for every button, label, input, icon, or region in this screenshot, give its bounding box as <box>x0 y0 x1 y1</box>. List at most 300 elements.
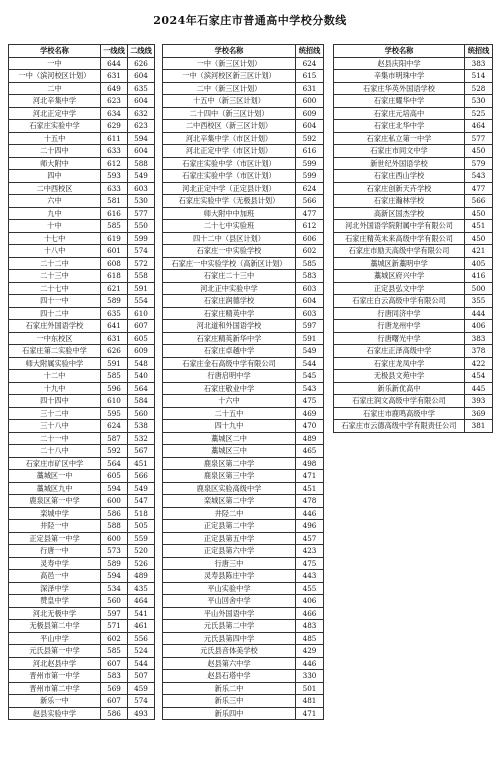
cut-score-cell: 549 <box>296 345 324 358</box>
table-row <box>163 57 324 70</box>
table-row <box>163 220 324 233</box>
table-row <box>334 95 493 108</box>
school-name-cell: 藁城区三中 <box>163 445 296 458</box>
school-name-cell: 赞皇中学 <box>9 595 101 608</box>
cut-score-cell: 496 <box>296 520 324 533</box>
cut-score-cell: 383 <box>465 57 493 70</box>
cut-score-cell: 566 <box>296 195 324 208</box>
line2-score-cell: 464 <box>128 595 155 608</box>
cut-score-cell: 577 <box>465 132 493 145</box>
table-row <box>163 157 324 170</box>
table-row <box>9 407 155 420</box>
cut-score-cell: 624 <box>296 182 324 195</box>
school-name-cell: 新乐二中 <box>163 682 296 695</box>
cut-score-cell: 381 <box>465 420 493 433</box>
school-name-cell: 正定县弘文中学 <box>334 282 465 295</box>
school-name-cell: 藁城区二中 <box>163 432 296 445</box>
table-row <box>163 132 324 145</box>
line2-score-cell: 558 <box>128 270 155 283</box>
school-name-cell: 藁城区府兴中学 <box>334 270 465 283</box>
school-name-cell: 石家庄润德学校 <box>163 295 296 308</box>
table-row <box>9 582 155 595</box>
school-name-cell: 河北辛集中学 <box>9 95 101 108</box>
table-row <box>163 545 324 558</box>
school-name-cell: 二中西校区 <box>9 182 101 195</box>
table-row <box>9 282 155 295</box>
line2-score-cell: 566 <box>128 470 155 483</box>
line2-score-cell: 540 <box>128 370 155 383</box>
table-row <box>334 332 493 345</box>
school-name-cell: 平山中学 <box>9 632 101 645</box>
cut-score-cell: 422 <box>465 357 493 370</box>
table-row <box>163 682 324 695</box>
school-name-cell: 平山外国语中学 <box>163 607 296 620</box>
table-row <box>163 645 324 658</box>
line1-score-cell: 571 <box>101 620 128 633</box>
school-name-cell: 元氏县第一中学 <box>9 645 101 658</box>
table-row <box>163 607 324 620</box>
table-row <box>163 557 324 570</box>
cut-score-cell: 566 <box>465 195 493 208</box>
school-name-cell: 二十三中 <box>9 270 101 283</box>
school-name-cell: 高新区国杰学校 <box>334 207 465 220</box>
line1-score-cell: 586 <box>101 507 128 520</box>
school-name-cell: 十五中（新三区计划） <box>163 95 296 108</box>
cut-score-cell: 451 <box>465 220 493 233</box>
table-row <box>163 107 324 120</box>
line1-score-cell: 605 <box>101 470 128 483</box>
cut-score-cell: 543 <box>465 170 493 183</box>
line2-score-cell: 626 <box>128 57 155 70</box>
table-row <box>9 182 155 195</box>
table-row <box>163 532 324 545</box>
table-row <box>163 670 324 683</box>
table-row <box>9 645 155 658</box>
school-name-cell: 赵县庆阳中学 <box>334 57 465 70</box>
school-name-cell: 正定县第五中学 <box>163 532 296 545</box>
line1-score-cell: 612 <box>101 157 128 170</box>
school-name-cell: 石家庄正泽高级中学 <box>334 345 465 358</box>
line1-score-cell: 583 <box>101 670 128 683</box>
line2-score-cell: 518 <box>128 507 155 520</box>
cut-score-cell: 485 <box>296 632 324 645</box>
line1-score-cell: 587 <box>101 432 128 445</box>
line1-score-cell: 593 <box>101 170 128 183</box>
cut-score-cell: 501 <box>296 682 324 695</box>
cut-score-cell: 481 <box>296 695 324 708</box>
line1-score-cell: 634 <box>101 107 128 120</box>
line2-score-cell: 594 <box>128 132 155 145</box>
table-row <box>334 145 493 158</box>
cut-score-cell: 498 <box>296 457 324 470</box>
school-name-cell: 河北无极中学 <box>9 607 101 620</box>
cut-score-cell: 378 <box>465 345 493 358</box>
table-row <box>9 495 155 508</box>
line2-score-cell: 489 <box>128 570 155 583</box>
school-name-cell: 无极县第二中学 <box>9 620 101 633</box>
school-name-cell: 井陉二中 <box>163 507 296 520</box>
cut-score-cell: 525 <box>465 107 493 120</box>
table-row <box>334 57 493 70</box>
school-name-cell: 栾城区第二中学 <box>163 495 296 508</box>
table-row <box>163 707 324 720</box>
cut-score-cell: 416 <box>465 270 493 283</box>
table-row <box>334 245 493 258</box>
line2-score-cell: 610 <box>128 307 155 320</box>
cut-score-cell: 471 <box>296 707 324 720</box>
line1-score-cell: 601 <box>101 245 128 258</box>
table-row <box>9 57 155 70</box>
cut-score-cell: 406 <box>296 595 324 608</box>
school-name-cell: 十六中 <box>163 395 296 408</box>
table-row <box>9 420 155 433</box>
table-row <box>9 70 155 83</box>
table-row <box>163 207 324 220</box>
cut-score-cell: 599 <box>296 157 324 170</box>
line1-score-cell: 610 <box>101 395 128 408</box>
table-row <box>9 157 155 170</box>
line1-score-cell: 586 <box>101 707 128 720</box>
cut-score-cell: 478 <box>296 495 324 508</box>
school-name-cell: 井陉一中 <box>9 520 101 533</box>
table-row <box>334 107 493 120</box>
table-row <box>163 395 324 408</box>
line1-score-cell: 585 <box>101 645 128 658</box>
table-row <box>163 482 324 495</box>
line1-score-cell: 589 <box>101 295 128 308</box>
line1-score-cell: 623 <box>101 95 128 108</box>
header-school-name: 学校名称 <box>9 45 101 58</box>
cut-score-cell: 483 <box>296 620 324 633</box>
table-row <box>334 157 493 170</box>
school-name-cell: 二十四中 <box>9 145 101 158</box>
school-name-cell: 石家庄西山学校 <box>334 170 465 183</box>
school-name-cell: 无极县文苑中学 <box>334 370 465 383</box>
table-row <box>9 695 155 708</box>
school-name-cell: 行唐三中 <box>163 557 296 570</box>
line2-score-cell: 505 <box>128 520 155 533</box>
line1-score-cell: 591 <box>101 357 128 370</box>
school-name-cell: 石家庄二十三中 <box>163 270 296 283</box>
line2-score-cell: 599 <box>128 232 155 245</box>
school-name-cell: 十二中 <box>9 370 101 383</box>
table-row <box>334 345 493 358</box>
cut-score-cell: 406 <box>465 320 493 333</box>
school-name-cell: 石家庄敬业中学 <box>163 382 296 395</box>
cut-score-cell: 600 <box>296 95 324 108</box>
school-name-cell: 平山实验中学 <box>163 582 296 595</box>
school-name-cell: 灵寿中学 <box>9 557 101 570</box>
table-row <box>334 282 493 295</box>
table-row <box>9 357 155 370</box>
line1-score-cell: 626 <box>101 345 128 358</box>
line2-score-cell: 549 <box>128 170 155 183</box>
table-row <box>163 582 324 595</box>
table-header-row <box>334 45 493 58</box>
line1-score-cell: 644 <box>101 57 128 70</box>
table-row <box>334 257 493 270</box>
table-row <box>334 357 493 370</box>
cut-score-cell: 599 <box>296 170 324 183</box>
school-name-cell: 正定县第二中学 <box>163 520 296 533</box>
line2-score-cell: 548 <box>128 357 155 370</box>
table-row <box>163 595 324 608</box>
header-school-name: 学校名称 <box>334 45 465 58</box>
line2-score-cell: 451 <box>128 457 155 470</box>
school-name-cell: 石家庄北华中学 <box>334 120 465 133</box>
table-row <box>163 470 324 483</box>
school-name-cell: 辛集市明珠中学 <box>334 70 465 83</box>
table-header-row <box>9 45 155 58</box>
cut-score-cell: 583 <box>296 270 324 283</box>
cut-score-cell: 585 <box>296 257 324 270</box>
cut-score-cell: 454 <box>465 370 493 383</box>
line1-score-cell: 602 <box>101 632 128 645</box>
table-row <box>334 370 493 383</box>
school-name-cell: 六中 <box>9 195 101 208</box>
line1-score-cell: 616 <box>101 207 128 220</box>
cut-score-cell: 383 <box>465 332 493 345</box>
table-row <box>163 195 324 208</box>
school-name-cell: 石家庄实验中学（无极县计划） <box>163 195 296 208</box>
school-name-cell: 三十八中 <box>9 420 101 433</box>
header-line1: 一线线 <box>101 45 128 58</box>
school-name-cell: 二十五中 <box>163 407 296 420</box>
line2-score-cell: 591 <box>128 282 155 295</box>
cut-score-cell: 609 <box>296 107 324 120</box>
school-name-cell: 石家庄龙凤中学 <box>334 357 465 370</box>
line1-score-cell: 631 <box>101 332 128 345</box>
table-row <box>163 282 324 295</box>
school-name-cell: 十中 <box>9 220 101 233</box>
table-row <box>334 320 493 333</box>
line2-score-cell: 538 <box>128 420 155 433</box>
school-name-cell: 石家庄润文高级中学有限公司 <box>334 395 465 408</box>
cut-score-cell: 475 <box>296 557 324 570</box>
cut-score-cell: 369 <box>465 407 493 420</box>
cut-score-cell: 603 <box>296 307 324 320</box>
school-name-cell: 正定县第一中学 <box>9 532 101 545</box>
table-row <box>163 432 324 445</box>
cut-score-cell: 579 <box>465 157 493 170</box>
line2-score-cell: 604 <box>128 70 155 83</box>
table-row <box>163 357 324 370</box>
table-row <box>334 295 493 308</box>
school-name-cell: 四十九中 <box>163 420 296 433</box>
cut-score-cell: 475 <box>296 395 324 408</box>
school-name-cell: 二十七中 <box>9 282 101 295</box>
table-row <box>163 632 324 645</box>
school-name-cell: 一中东校区 <box>9 332 101 345</box>
table-row <box>334 170 493 183</box>
line1-score-cell: 611 <box>101 132 128 145</box>
line2-score-cell: 635 <box>128 82 155 95</box>
cut-score-cell: 500 <box>465 282 493 295</box>
school-name-cell: 正定县第六中学 <box>163 545 296 558</box>
cut-score-cell: 514 <box>465 70 493 83</box>
table-row <box>9 370 155 383</box>
line1-score-cell: 618 <box>101 270 128 283</box>
school-name-cell: 藁城区九中 <box>9 482 101 495</box>
table-row <box>9 332 155 345</box>
school-name-cell: 二十八中 <box>9 445 101 458</box>
table-row <box>334 182 493 195</box>
table-row <box>9 520 155 533</box>
table-row <box>163 82 324 95</box>
table-row <box>163 620 324 633</box>
cut-score-cell: 423 <box>296 545 324 558</box>
table-row <box>9 682 155 695</box>
school-name-cell: 十九中 <box>9 382 101 395</box>
cut-score-cell: 421 <box>465 245 493 258</box>
table-row <box>9 670 155 683</box>
school-name-cell: 石家庄市鹿鸣高级中学 <box>334 407 465 420</box>
school-name-cell: 河北辛集中学（市区计划） <box>163 132 296 145</box>
table-row <box>163 445 324 458</box>
school-name-cell: 四中 <box>9 170 101 183</box>
school-name-cell: 石家庄耀华中学 <box>334 95 465 108</box>
school-name-cell: 元氏县第二中学 <box>163 620 296 633</box>
table-row <box>334 70 493 83</box>
school-name-cell: 鹿泉区第二中学 <box>163 457 296 470</box>
table-row <box>163 370 324 383</box>
school-name-cell: 石家庄第二实验中学 <box>9 345 101 358</box>
cut-score-cell: 528 <box>465 82 493 95</box>
table-row <box>9 507 155 520</box>
cut-score-cell: 477 <box>465 182 493 195</box>
line1-score-cell: 534 <box>101 582 128 595</box>
table-row <box>9 382 155 395</box>
table-row <box>9 120 155 133</box>
school-name-cell: 二中（新三区计划） <box>163 82 296 95</box>
school-name-cell: 赵县石塔中学 <box>163 670 296 683</box>
table-row <box>9 707 155 720</box>
cut-score-cell: 602 <box>296 245 324 258</box>
cut-score-cell: 545 <box>296 370 324 383</box>
line2-score-cell: 574 <box>128 245 155 258</box>
line1-score-cell: 581 <box>101 195 128 208</box>
score-table-left <box>8 44 155 720</box>
line2-score-cell: 560 <box>128 407 155 420</box>
school-name-cell: 晋州市第二中学 <box>9 682 101 695</box>
table-row <box>163 70 324 83</box>
table-row <box>163 695 324 708</box>
line1-score-cell: 594 <box>101 570 128 583</box>
table-row <box>9 95 155 108</box>
line2-score-cell: 544 <box>128 657 155 670</box>
line1-score-cell: 589 <box>101 557 128 570</box>
line2-score-cell: 459 <box>128 682 155 695</box>
school-name-cell: 石家庄市励天高级中学有限公司 <box>334 245 465 258</box>
cut-score-cell: 469 <box>296 407 324 420</box>
cut-score-cell: 446 <box>296 507 324 520</box>
table-row <box>334 270 493 283</box>
school-name-cell: 鹿泉区第三中学 <box>163 470 296 483</box>
line2-score-cell: 564 <box>128 382 155 395</box>
table-row <box>163 257 324 270</box>
line2-score-cell: 559 <box>128 532 155 545</box>
school-name-cell: 石家庄外国语学校 <box>9 320 101 333</box>
line2-score-cell: 435 <box>128 582 155 595</box>
line2-score-cell: 588 <box>128 157 155 170</box>
line1-score-cell: 641 <box>101 320 128 333</box>
school-name-cell: 鹿泉区第一中学 <box>9 495 101 508</box>
school-name-cell: 石家庄精英中学 <box>163 307 296 320</box>
school-name-cell: 十八中 <box>9 245 101 258</box>
cut-score-cell: 597 <box>296 320 324 333</box>
table-row <box>334 407 493 420</box>
line1-score-cell: 585 <box>101 370 128 383</box>
header-cut-line: 统招线 <box>465 45 493 58</box>
table-row <box>163 182 324 195</box>
cut-score-cell: 530 <box>465 95 493 108</box>
school-name-cell: 石家庄卓越中学 <box>163 345 296 358</box>
table-row <box>163 507 324 520</box>
school-name-cell: 石家庄市同文中学 <box>334 145 465 158</box>
school-name-cell: 河北赵县中学 <box>9 657 101 670</box>
line2-score-cell: 526 <box>128 557 155 570</box>
school-name-cell: 新乐新优高中 <box>334 382 465 395</box>
table-row <box>163 307 324 320</box>
school-name-cell: 灵寿县陈庄中学 <box>163 570 296 583</box>
line2-score-cell: 609 <box>128 345 155 358</box>
school-name-cell: 石家庄精英未来高级中学有限公司 <box>334 232 465 245</box>
line2-score-cell: 493 <box>128 707 155 720</box>
school-name-cell: 新乐三中 <box>163 695 296 708</box>
table-row <box>334 232 493 245</box>
school-name-cell: 藁城区一中 <box>9 470 101 483</box>
school-name-cell: 行唐启明中学 <box>163 370 296 383</box>
line1-score-cell: 649 <box>101 82 128 95</box>
school-name-cell: 河北正定中学 <box>9 107 101 120</box>
school-name-cell: 四十二中 <box>9 307 101 320</box>
line1-score-cell: 607 <box>101 657 128 670</box>
school-name-cell: 行唐同济中学 <box>334 307 465 320</box>
header-school-name: 学校名称 <box>163 45 296 58</box>
cut-score-cell: 443 <box>296 570 324 583</box>
school-name-cell: 二十四中（新三区计划） <box>163 107 296 120</box>
line2-score-cell: 520 <box>128 545 155 558</box>
line1-score-cell: 619 <box>101 232 128 245</box>
table-row <box>9 482 155 495</box>
cut-score-cell: 603 <box>296 282 324 295</box>
table-row <box>163 145 324 158</box>
line2-score-cell: 524 <box>128 645 155 658</box>
school-name-cell: 平山回舍中学 <box>163 595 296 608</box>
table-row <box>9 82 155 95</box>
line2-score-cell: 550 <box>128 220 155 233</box>
header-line2: 二线线 <box>128 45 155 58</box>
line1-score-cell: 588 <box>101 520 128 533</box>
table-row <box>9 245 155 258</box>
school-name-cell: 石家庄实验中学（市区计划） <box>163 157 296 170</box>
school-name-cell: 四十四中 <box>9 395 101 408</box>
line2-score-cell: 556 <box>128 632 155 645</box>
table-row <box>163 407 324 420</box>
table-row <box>9 307 155 320</box>
table-row <box>9 107 155 120</box>
table-row <box>163 345 324 358</box>
table-row <box>334 420 493 433</box>
cut-score-cell: 446 <box>296 657 324 670</box>
cut-score-cell: 544 <box>296 357 324 370</box>
line1-score-cell: 600 <box>101 495 128 508</box>
table-row <box>9 257 155 270</box>
line1-score-cell: 631 <box>101 70 128 83</box>
table-header-row <box>163 45 324 58</box>
cut-score-cell: 615 <box>296 70 324 83</box>
school-name-cell: 师大附属实验中学 <box>9 357 101 370</box>
